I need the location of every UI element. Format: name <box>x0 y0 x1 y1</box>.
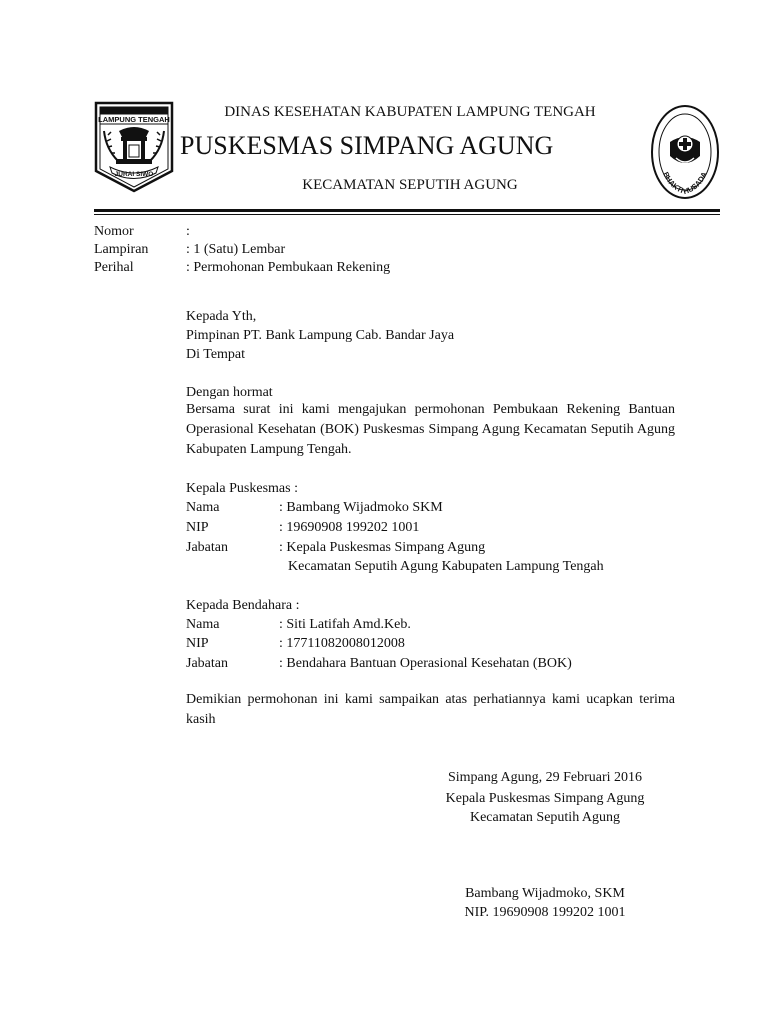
bendahara-nama-value: : Siti Latifah Amd.Keb. <box>279 617 411 632</box>
bendahara-jabatan-label: Jabatan <box>186 656 228 671</box>
letterhead-rule-thick <box>94 209 720 212</box>
perihal-value: : Permohonan Pembukaan Rekening <box>186 260 391 275</box>
letterhead-rule-thin <box>94 214 720 215</box>
kepala-heading: Kepala Puskesmas : <box>186 481 298 496</box>
kepala-nama-label: Nama <box>186 500 220 515</box>
signature-nip: NIP. 19690908 199202 1001 <box>464 905 626 920</box>
recipient-line-2: Pimpinan PT. Bank Lampung Cab. Bandar Jaya <box>186 328 455 343</box>
bendahara-nip-value: : 17711082008012008 <box>279 636 405 651</box>
bendahara-nip-label: NIP <box>186 636 209 651</box>
kepala-jabatan-value-2: Kecamatan Seputih Agung Kabupaten Lampung Tengah <box>288 559 604 574</box>
kepala-jabatan-value: : Kepala Puskesmas Simpang Agung <box>279 540 486 555</box>
lampiran-label: Lampiran <box>94 242 149 257</box>
signature-place-date: Simpang Agung, 29 Februari 2016 <box>447 770 643 785</box>
signature-name: Bambang Wijadmoko, SKM <box>465 886 625 901</box>
bendahara-jabatan-value: : Bendahara Bantuan Operasional Kesehatan (BOK) <box>279 656 572 671</box>
perihal-label: Perihal <box>94 260 134 275</box>
bendahara-heading: Kepada Bendahara : <box>186 598 300 613</box>
lampiran-value: : 1 (Satu) Lembar <box>186 242 286 257</box>
recipient-line-3: Di Tempat <box>186 347 246 362</box>
bendahara-nama-label: Nama <box>186 617 220 632</box>
right-logo-text: BHAKTI HUSADA <box>661 170 709 197</box>
signature-title-1: Kepala Puskesmas Simpang Agung <box>445 791 645 806</box>
signature-title-2: Kecamatan Seputih Agung <box>469 810 621 825</box>
body-paragraph: Bersama surat ini kami mengajukan permohonan Pembukaan Rekening Bantuan Operasional Kesehatan (BOK) Puskesmas Simpang Agung Kecamatan Seputih Agung Kabupaten Lampung Tengah. <box>186 402 675 457</box>
nomor-value: : <box>186 224 190 239</box>
district-heading: KECAMATAN SEPUTIH AGUNG <box>302 177 518 193</box>
institution-title: PUSKESMAS SIMPANG AGUNG <box>180 131 554 160</box>
recipient-line-1: Kepada Yth, <box>186 309 257 324</box>
greeting: Dengan hormat <box>186 385 273 400</box>
left-logo-banner: LAMPUNG TENGAH <box>98 115 170 124</box>
kepala-jabatan-label: Jabatan <box>186 540 228 555</box>
nomor-label: Nomor <box>94 224 134 239</box>
kepala-nip-label: NIP <box>186 520 209 535</box>
kepala-nip-value: : 19690908 199202 1001 <box>279 520 420 535</box>
office-heading: DINAS KESEHATAN KABUPATEN LAMPUNG TENGAH <box>224 104 596 120</box>
kepala-nama-value: : Bambang Wijadmoko SKM <box>279 500 443 515</box>
closing-paragraph: Demikian permohonan ini kami sampaikan atas perhatiannya kami ucapkan terima kasih <box>186 692 675 727</box>
left-logo-motto: JURAI SIWO <box>114 171 154 178</box>
